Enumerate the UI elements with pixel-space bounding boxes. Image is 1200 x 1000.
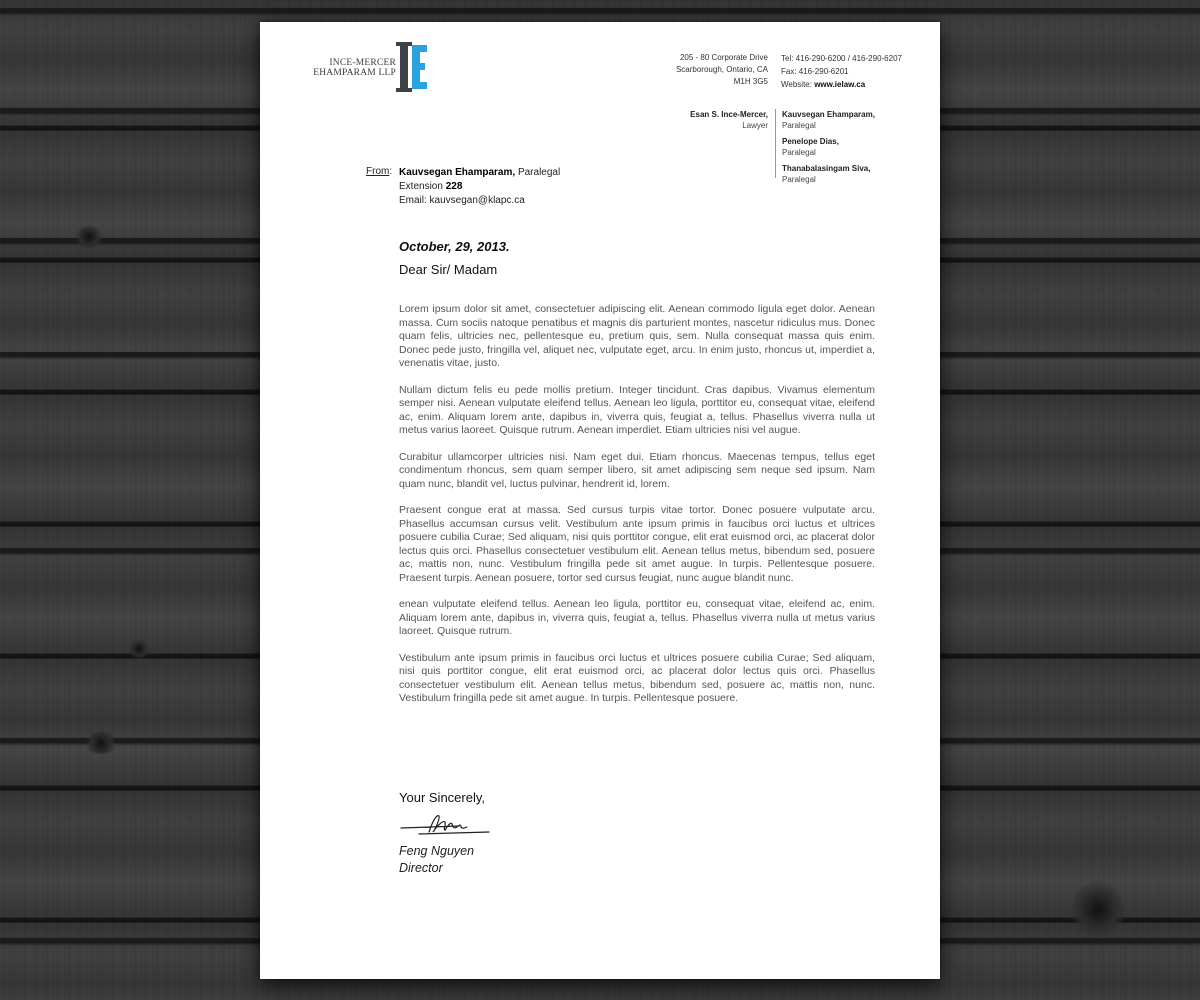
- ie-monogram-icon: [396, 42, 430, 92]
- body-paragraph: Nullam dictum felis eu pede mollis pretium. Integer tincidunt. Cras dapibus. Vivamus elementum semper nisi. Aenean vulputate eleifend tellus. Aenean leo ligula, porttitor eu, consequat vitae, eleifend ac, enim. Aliquam lorem ante, dapibus in, viverra quis, feugiat a, tellus. Phasellus viverra nulla ut metus varius laoreet. Quisque rutrum. Aenean imperdiet. Etiam ultricies nisi vel augue.: [399, 383, 875, 436]
- firm-contact: [781, 52, 931, 91]
- letter-greeting: Dear Sir/ Madam: [399, 262, 498, 277]
- letter-closing: Your Sincerely,: [399, 790, 485, 805]
- paralegal-name: Thanabalasingam Siva,: [782, 164, 871, 173]
- paralegal-role: Paralegal: [782, 148, 816, 157]
- signer-block: [399, 843, 474, 877]
- paralegal-role: Paralegal: [782, 175, 816, 184]
- sender-role: Paralegal: [515, 167, 561, 178]
- wood-knot: [84, 732, 118, 754]
- website-line: Website: www.ielaw.ca: [781, 80, 866, 89]
- signer-name: Feng Nguyen: [399, 844, 475, 858]
- paralegal-name: Kauvsegan Ehamparam,: [782, 110, 875, 119]
- lawyer-info: [656, 109, 768, 131]
- fax-number: Fax: 416-290-6201: [781, 67, 849, 76]
- firm-name: INCE-MERCER EHAMPARAM LLP: [313, 58, 396, 78]
- signer-title: Director: [399, 861, 443, 875]
- body-paragraph: Curabitur ullamcorper ultricies nisi. Nam eget dui. Etiam rhoncus. Maecenas tempus, tellus eget condimentum rhoncus, sem quam semper libero, sit amet adipiscing sem neque sed ipsum. Nam quam nunc, blandit vel, luctus pulvinar, hendrerit id, lorem.: [399, 450, 875, 490]
- phone-numbers: Tel: 416-290-6200 / 416-290-6207: [781, 54, 902, 63]
- wood-knot: [128, 640, 150, 658]
- sender-info: Kauvsegan Ehamparam, Paralegal Extension 228 Email: kauvsegan@klapc.ca: [399, 166, 699, 208]
- body-paragraph: Lorem ipsum dolor sit amet, consectetuer adipiscing elit. Aenean commodo ligula eget dolor. Aenean massa. Cum sociis natoque penatibus et magnis dis parturient montes, nascetur ridiculus mus. Donec quam felis, ultricies nec, pellentesque eu, pretium quis, sem. Nulla consequat massa quis enim. Donec pede justo, fringilla vel, aliquet nec, vulputate eget, arcu. In enim justo, rhoncus ut, imperdiet a, venenatis vitae, justo.: [399, 303, 875, 369]
- letter-body: [399, 303, 875, 719]
- sender-name: Kauvsegan Ehamparam,: [399, 167, 516, 178]
- wood-knot: [1072, 880, 1124, 940]
- from-label: From:: [366, 166, 393, 177]
- lawyer-role: Lawyer: [742, 121, 768, 130]
- body-paragraph: Vestibulum ante ipsum primis in faucibus orci luctus et ultrices posuere cubilia Curae; Sed aliquam, nisi quis porttitor congue, elit erat euismod orci, ac placerat dolor lectus quis orci. Phasellus consectetuer vestibulum elit. Aenean tellus metus, bibendum sed, posuere ac, mattis non, nunc. Vestibulum fringilla pede sit amet augue. In turpis. Pellentesque posuere.: [399, 651, 875, 704]
- body-paragraph: enean vulputate eleifend tellus. Aenean leo ligula, porttitor eu, consequat vitae, eleifend ac, enim. Aliquam lorem ante, dapibus in, viverra quis, feugiat a, tellus. Phasellus viverra nulla ut metus varius laoreet. Quisque rutrum.: [399, 598, 875, 637]
- sender-extension: 228: [445, 181, 463, 192]
- staff-divider: [775, 109, 776, 178]
- paralegal-name: Penelope Dias,: [782, 137, 839, 146]
- lawyer-name: Esan S. Ince-Mercer,: [690, 110, 768, 119]
- firm-address: 205 - 80 Corporate Drive Scarborough, Ontario, CA M1H 3G5: [675, 53, 768, 86]
- letter-date: October, 29, 2013.: [399, 239, 510, 254]
- plank-seam: [0, 8, 1200, 13]
- firm-logo: [310, 42, 420, 92]
- paralegal-role: Paralegal: [782, 121, 816, 130]
- paralegal-list: [782, 109, 932, 185]
- signature-image: [399, 810, 491, 840]
- wood-knot: [74, 226, 104, 248]
- website-link: www.ielaw.ca: [814, 80, 866, 89]
- sender-email: Email: kauvsegan@klapc.ca: [399, 195, 525, 206]
- body-paragraph: Praesent congue erat at massa. Sed cursus turpis vitae tortor. Donec posuere vulputate arcu. Phasellus accumsan cursus velit. Vestibulum ante ipsum primis in faucibus orci luctus et ultrices posuere cubilia Curae; Sed aliquam, nisi quis porttitor congue, elit erat euismod orci, ac placerat dolor lectus quis orci. Phasellus consectetuer vestibulum elit. Aenean tellus metus, bibendum sed, posuere ac, mattis non, nunc. Vestibulum fringilla pede sit amet augue. In turpis. Pellentesque posuere. Praesent turpis. Aenean posuere, tortor sed cursus feugiat, nunc augue blandit nunc.: [399, 504, 875, 584]
- letter-page: [260, 22, 940, 979]
